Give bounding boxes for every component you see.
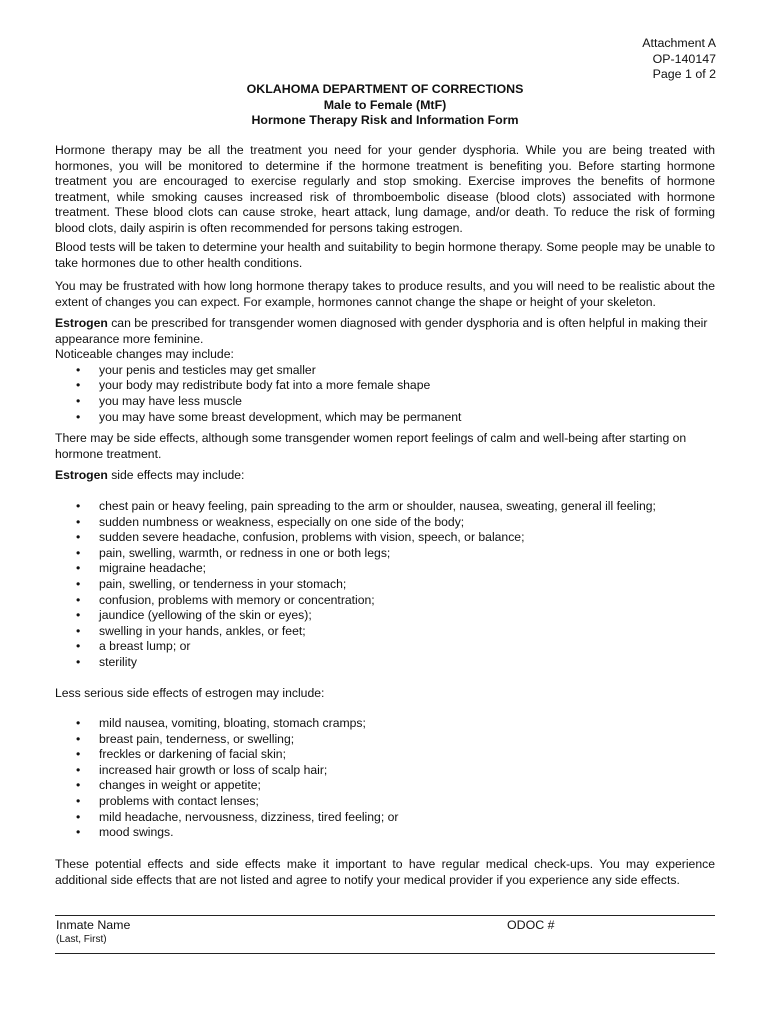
list-item-text: you may have less muscle	[99, 393, 242, 408]
bullet-icon: •	[76, 716, 81, 730]
list-item-text: jaundice (yellowing of the skin or eyes);	[99, 608, 312, 623]
list-item-text: increased hair growth or loss of scalp hair;	[99, 762, 328, 777]
bullet-icon: •	[76, 545, 81, 560]
bullet-icon: •	[76, 514, 81, 529]
intro-paragraph	[55, 143, 715, 237]
list-item-text: pain, swelling, or tenderness in your stomach;	[99, 576, 347, 591]
list-item	[55, 499, 715, 515]
list-item	[55, 639, 715, 655]
list-item-text: changes in weight or appetite;	[99, 778, 261, 793]
list-item	[55, 794, 715, 810]
list-item-text: you may have some breast development, which may be permanent	[99, 409, 462, 424]
list-item-text: problems with contact lenses;	[99, 793, 259, 808]
list-item	[55, 810, 715, 826]
bullet-icon: •	[76, 592, 81, 607]
department-title: OKLAHOMA DEPARTMENT OF CORRECTIONS	[246, 82, 524, 96]
bullet-icon: •	[76, 762, 81, 777]
list-item	[55, 378, 715, 394]
bullet-icon: •	[76, 499, 81, 513]
bullet-icon: •	[76, 576, 81, 591]
list-item-text: breast pain, tenderness, or swelling;	[99, 731, 295, 746]
list-item-text: a breast lump; or	[99, 639, 191, 654]
list-item	[55, 530, 715, 546]
list-item	[55, 546, 715, 562]
bullet-icon: •	[76, 530, 81, 545]
bullet-icon: •	[76, 793, 81, 808]
intro-text: Hormone therapy may be all the treatment you need for your gender dysphoria. While you are being treated with hormones, you will be monitored to determine if the hormone treatment is benefiting you. Before starting hormone treatment you are encouraged to exercise regularly and stop smoking. Exercise improves the benefits of hormone treatment, while smoking causes increased risk of thromboembolic disease (blood clots) associated with hormone treatment. These blood clots can cause stroke, heart attack, lung damage, and/or death. To reduce the risk of forming blood clots, daily aspirin is often recommended for persons taking estrogen.	[55, 143, 715, 235]
blood-tests-text: Blood tests will be taken to determine your health and suitability to begin hormone therapy. Some people may be unable to take hormones due to other health conditions.	[55, 240, 715, 270]
list-item	[55, 561, 715, 577]
noticeable-changes-heading: Noticeable changes may include:	[55, 347, 234, 362]
side-effects-bold: Estrogen	[55, 468, 108, 482]
closing-paragraph	[55, 857, 715, 888]
bullet-icon: •	[76, 362, 81, 377]
bullet-icon: •	[76, 731, 81, 746]
signature-bottom-line	[55, 953, 715, 954]
side-effects-section	[55, 499, 715, 671]
page-header	[642, 36, 716, 83]
inmate-name-label: Inmate Name	[56, 918, 131, 932]
closing-text: These potential effects and side effects make it important to have regular medical check-ups. You may experience additional side effects that are not listed and agree to notify your medical provider if you experience any side effects.	[55, 857, 715, 887]
list-item-text: your body may redistribute body fat into a more female shape	[99, 378, 431, 393]
list-item-text: swelling in your hands, ankles, or feet;	[99, 623, 306, 638]
op-number: OP-140147	[652, 51, 716, 66]
odoc-number-label: ODOC #	[507, 918, 555, 932]
bullet-icon: •	[76, 778, 81, 793]
inmate-name-sublabel: (Last, First)	[56, 934, 107, 945]
list-item-text: pain, swelling, warmth, or redness in one or both legs;	[99, 545, 391, 560]
list-item-text: freckles or darkening of facial skin;	[99, 747, 286, 762]
bullet-icon: •	[76, 654, 81, 669]
form-subtitle: Male to Female (MtF)	[323, 97, 447, 112]
estrogen-bold: Estrogen	[55, 316, 108, 330]
list-item	[55, 515, 715, 531]
bullet-icon: •	[76, 747, 81, 762]
list-item-text: mood swings.	[99, 825, 174, 840]
list-item-text: mild headache, nervousness, dizziness, tired feeling; or	[99, 809, 399, 824]
estrogen-paragraph	[55, 316, 715, 347]
list-item	[55, 825, 715, 841]
list-item	[55, 747, 715, 763]
list-item	[55, 624, 715, 640]
list-item-text: confusion, problems with memory or concentration;	[99, 592, 375, 607]
estrogen-text: can be prescribed for transgender women diagnosed with gender dysphoria and is often helpful in making their appearance more feminine.	[55, 316, 708, 346]
side-effects-intro-text: There may be side effects, although some transgender women report feelings of calm and well-being after starting on hormone treatment.	[55, 431, 687, 461]
list-item-text: sterility	[99, 654, 137, 669]
list-item-text: your penis and testicles may get smaller	[99, 362, 316, 377]
list-item-text: mild nausea, vomiting, bloating, stomach cramps;	[99, 716, 366, 730]
side-effects-intro-paragraph	[55, 431, 715, 462]
list-item	[55, 363, 715, 379]
bullet-icon: •	[76, 623, 81, 638]
form-name: Hormone Therapy Risk and Information Form	[251, 113, 519, 127]
bullet-icon: •	[76, 409, 81, 424]
list-item	[55, 716, 715, 732]
side-effects-heading	[55, 468, 715, 484]
signature-top-line	[55, 915, 715, 916]
list-item	[55, 608, 715, 624]
list-item	[55, 655, 715, 671]
list-item	[55, 410, 715, 426]
attachment-label: Attachment A	[642, 36, 716, 50]
list-item	[55, 763, 715, 779]
side-effects-text: side effects may include:	[107, 468, 245, 482]
less-serious-text: Less serious side effects of estrogen may include:	[55, 686, 325, 700]
bullet-icon: •	[76, 378, 81, 393]
list-item	[55, 732, 715, 748]
list-item	[55, 778, 715, 794]
bullet-icon: •	[76, 561, 81, 576]
form-title	[0, 82, 770, 129]
frustration-text: You may be frustrated with how long hormone therapy takes to produce results, and you will need to be realistic about the extent of changes you can expect. For example, hormones cannot change the shape or height of your skeleton.	[55, 279, 715, 309]
page-number: Page 1 of 2	[652, 67, 716, 81]
list-item-text: sudden numbness or weakness, especially on one side of the body;	[99, 514, 465, 529]
estrogen-section	[55, 316, 715, 425]
bullet-icon: •	[76, 825, 81, 840]
list-item-text: migraine headache;	[99, 561, 207, 576]
less-serious-section	[55, 716, 715, 841]
bullet-icon: •	[76, 639, 81, 654]
less-serious-heading	[55, 686, 715, 702]
less-serious-list	[55, 716, 715, 841]
side-effects-list	[55, 499, 715, 671]
list-item-text: chest pain or heavy feeling, pain spreading to the arm or shoulder, nausea, sweating, general ill feeling;	[99, 499, 656, 513]
bullet-icon: •	[76, 393, 81, 408]
list-item	[55, 593, 715, 609]
bullet-icon: •	[76, 608, 81, 623]
list-item	[55, 394, 715, 410]
bullet-icon: •	[76, 809, 81, 824]
frustration-paragraph	[55, 279, 715, 310]
blood-tests-paragraph	[55, 240, 715, 271]
list-item-text: sudden severe headache, confusion, problems with vision, speech, or balance;	[99, 530, 525, 545]
list-item	[55, 577, 715, 593]
changes-list	[55, 363, 715, 425]
